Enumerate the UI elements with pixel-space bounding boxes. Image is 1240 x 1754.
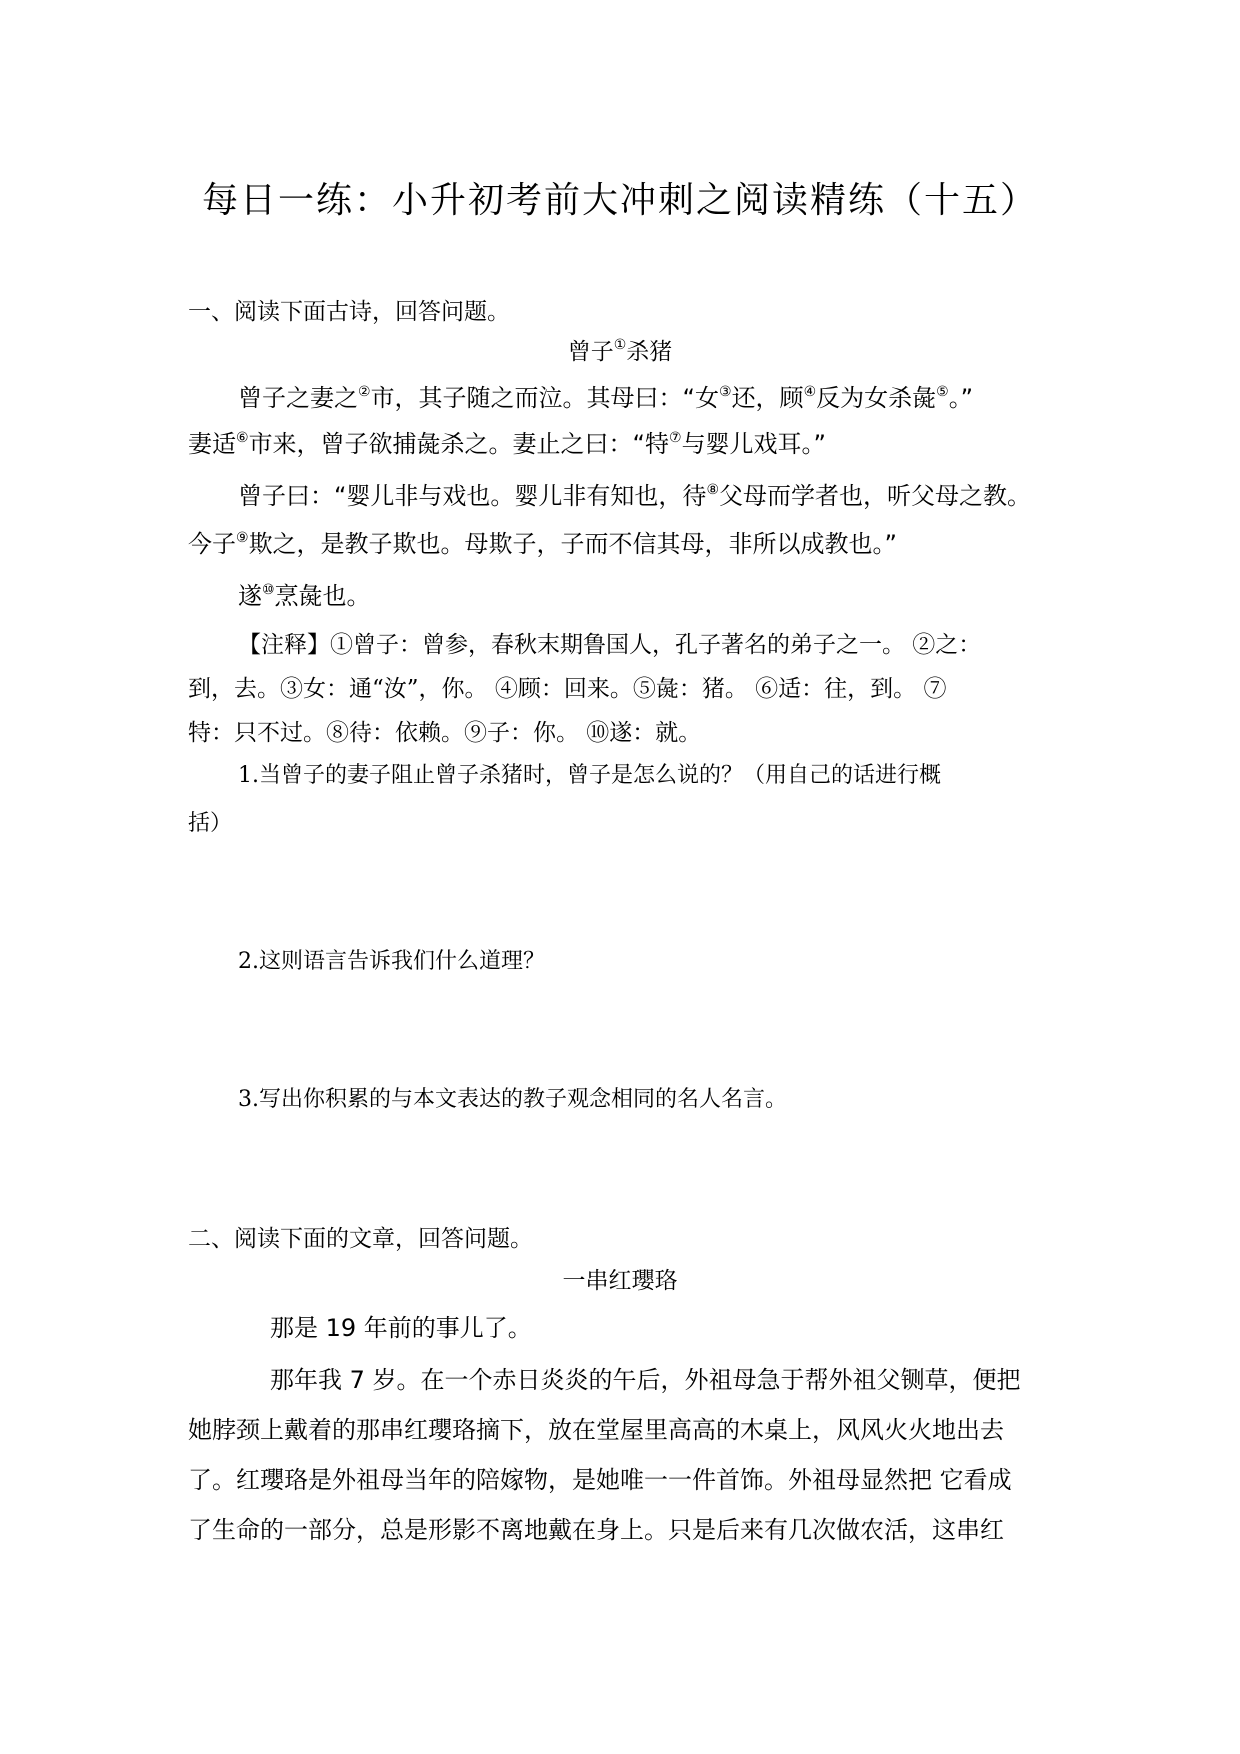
question-2: 2.这则语言告诉我们什么道理？ [238,949,545,974]
passage-1-line: 曾子曰：“婴儿非与戏也。婴儿非有知也，待⑧父母而学者也，听父母之教。 [238,482,1031,510]
passage-1-title [0,333,1240,366]
passage-2-line: 那年我 7 岁。在一个赤日炎炎的午后，外祖母急于帮外祖父铡草，便把 [270,1366,1021,1394]
footnote-marker: ④ [803,384,817,400]
passage-2-line: 了。红瓔珞是外祖母当年的陪嫁物，是她唯一一件首饰。外祖母显然把 它看成 [188,1466,1012,1494]
footnote-marker: ⑧ [706,482,719,498]
footnote-marker: ⑨ [236,530,249,546]
annotation-line: 到，去。③女：通“汝”，你。 ④顾：回来。⑤彘：猪。 ⑥适：往，到。 ⑦ [188,676,947,702]
annotation-line: 特：只不过。⑧待：依赖。⑨子：你。 ⑩遂：就。 [188,720,702,746]
passage-2-line: 了生命的一部分，总是形影不离地戴在身上。只是后来有几次做农活，这串红 [188,1516,1004,1544]
footnote-marker: ⑥ [236,430,249,446]
question-1: 1.当曾子的妻子阻止曾子杀猪时，曾子是怎么说的？（用自己的话进行概 [238,763,941,788]
passage-1-line: 遂⑩烹彘也。 [238,582,371,610]
footnote-marker: ② [358,384,371,400]
footnote-marker: ⑩ [262,582,275,598]
passage-2-title: 一串红瓔珞 [562,1268,678,1294]
annotation-line: 【注释】①曾子：曾参，春秋末期鲁国人，孔子著名的弟子之一。 ②之： [238,632,982,658]
footnote-marker: ⑦ [669,430,682,446]
page-title: 每日一练：小升初考前大冲刺之阅读精练（十五） [201,180,1038,221]
question-1-continuation: 括） [188,811,233,836]
passage-1-title-text: 曾子 [567,339,614,365]
passage-1-line: 曾子之妻之②市，其子随之而泣。其母曰：“女③还，顾④反为女杀彘⑤。” [238,384,974,412]
passage-1-line: 今子⑨欺之，是教子欺也。母欺子，子而不信其母，非所以成教也。” [188,530,897,558]
footnote-marker: ⑤ [936,384,949,400]
footnote-marker: ③ [719,384,732,400]
footnote-marker: ① [613,337,627,353]
passage-1-line: 妻适⑥市来，曾子欲捕彘杀之。妻止之曰：“特⑦与婴儿戏耳。” [188,430,826,458]
passage-1-title-text: 杀猪 [626,339,673,365]
passage-2-line: 她脖颈上戴着的那串红瓔珞摘下，放在堂屋里高高的木桌上，风风火火地出去 [188,1416,1004,1444]
question-3: 3.写出你积累的与本文表达的教子观念相同的名人名言。 [238,1087,787,1112]
section-2-heading: 二、阅读下面的文章，回答问题。 [188,1226,533,1252]
section-1-heading: 一、阅读下面古诗，回答问题。 [188,299,510,325]
passage-2-line: 那是 19 年前的事儿了。 [270,1314,532,1342]
